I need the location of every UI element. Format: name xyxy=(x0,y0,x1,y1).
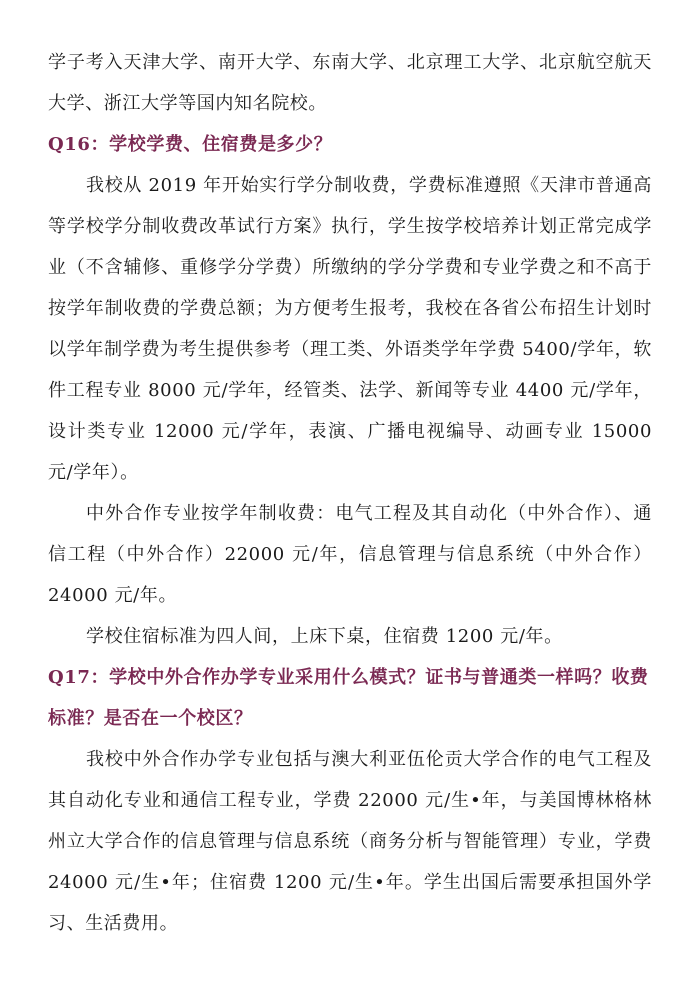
question-q16 xyxy=(48,124,652,165)
question-text: 学校中外合作办学专业采用什么模式？证书与普通类一样吗？收费标准？是否在一个校区？ xyxy=(48,667,649,729)
answer-paragraph: 我校从 2019 年开始实行学分制收费，学费标准遵照《天津市普通高等学校学分制收费改革试行方案》执行，学生按学校培养计划正常完成学业（不含辅修、重修学分学费）所缴纳的学分学费和专业学费之和不高于按学年制收费的学费总额；为方便考生报考，我校在各省公布招生计划时以学年制学费为考生提供参考（理工类、外语类学年学费 5400/学年，软件工程专业 8000 元/学年，经管类、法学、新闻等专业 4400 元/学年，设计类专业 12000 元/学年，表演、广播电视编导、动画专业 15000 元/学年）。 xyxy=(48,175,652,483)
answer-paragraph: 我校中外合作办学专业包括与澳大利亚伍伦贡大学合作的电气工程及其自动化专业和通信工程专业，学费 22000 元/生•年，与美国博林格林州立大学合作的信息管理与信息系统（商务分析与智能管理）专业，学费 24000 元/生•年；住宿费 1200 元/生•年。学生出国后需要承担国外学习、生活费用。 xyxy=(48,749,652,934)
question-q17 xyxy=(48,657,652,739)
answer-paragraph: 中外合作专业按学年制收费：电气工程及其自动化（中外合作）、通信工程（中外合作）22000 元/年，信息管理与信息系统（中外合作）24000 元/年。 xyxy=(48,503,652,606)
answer-paragraph: 学校住宿标准为四人间，上床下桌，住宿费 1200 元/年。 xyxy=(86,626,563,647)
question-number: Q16： xyxy=(48,134,110,155)
continued-paragraph: 学子考入天津大学、南开大学、东南大学、北京理工大学、北京航空航天大学、浙江大学等国内知名院校。 xyxy=(48,52,652,114)
question-text: 学校学费、住宿费是多少？ xyxy=(109,134,333,155)
question-number: Q17： xyxy=(48,667,110,688)
